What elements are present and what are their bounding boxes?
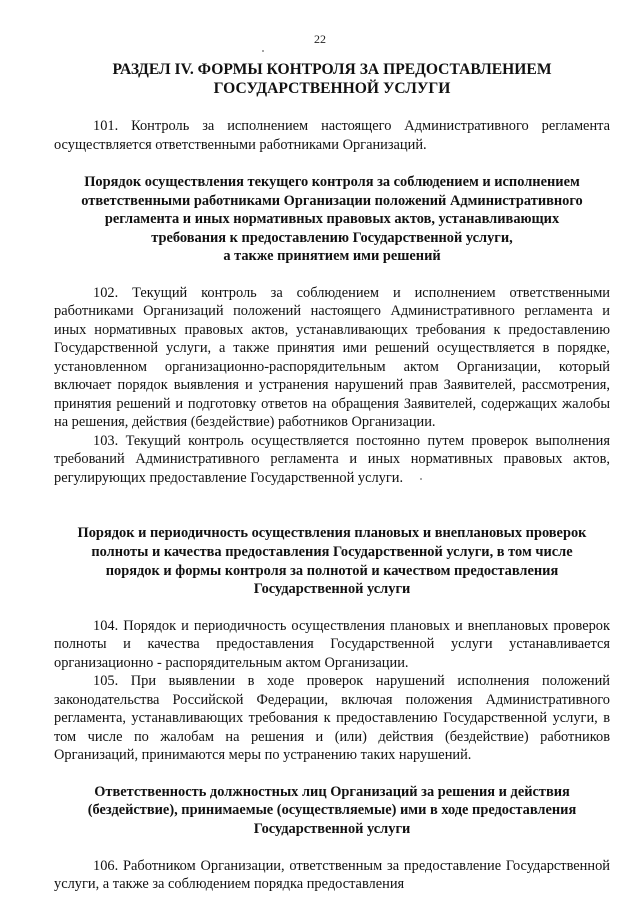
paragraph-106: 106. Работником Организации, ответственным за предоставление Государственной услуги, а также за соблюдением порядка предоставления <box>54 857 610 893</box>
paragraph-103: 103. Текущий контроль осуществляется постоянно путем проверок выполнения требований Административного регламента и иных нормативных правовых актов, регулирующих предоставление Государственной услуги. <box>54 432 610 486</box>
scan-speck <box>262 50 264 52</box>
section-title-line: ГОСУДАРСТВЕННОЙ УСЛУГИ <box>213 80 451 97</box>
subheading-line: а также принятием ими решений <box>223 248 441 265</box>
subheading-current-control <box>54 173 610 266</box>
section-title <box>54 60 610 98</box>
document-body <box>54 60 610 894</box>
subheading-line: Порядок осуществления текущего контроля за соблюдением и исполнением <box>84 174 580 190</box>
paragraph-102: 102. Текущий контроль за соблюдением и исполнением ответственными работниками Организаций положений настоящего Административного регламента и иных нормативных правовых актов, устанавливающих требования к предоставлению Государственной услуги, а также принятия ими решений осуществляется в порядке, установленном организационно-распорядительным актом Организации, который включает порядок выявления и устранения нарушений прав Заявителей, рассмотрения, принятия решений и подготовку ответов на обращения Заявителей, содержащих жалобы на решения, действия (бездействие) работников Организации. <box>54 284 610 431</box>
subheading-line: ответственными работниками Организации положений Административного <box>81 192 583 209</box>
paragraph-105: 105. При выявлении в ходе проверок нарушений исполнения положений законодательства Российской Федерации, включая положения Административного регламента, устанавливающих требования к предоставлению Государственной услуги, в том числе по жалобам на решения и (или) действия (бездействие) работников Организаций, принимаются меры по устранению таких нарушений. <box>54 673 610 764</box>
section-title-line: РАЗДЕЛ IV. ФОРМЫ КОНТРОЛЯ ЗА ПРЕДОСТАВЛЕНИЕМ <box>112 61 552 78</box>
page-number: 22 <box>314 32 326 46</box>
subheading-line: (бездействие), принимаемые (осуществляемые) ими в ходе предоставления <box>87 802 577 819</box>
subheading-line: Ответственность должностных лиц Организаций за решения и действия <box>94 783 570 800</box>
subheading-responsibility <box>54 783 610 839</box>
subheading-line: Государственной услуги <box>253 821 411 838</box>
subheading-line: порядок и формы контроля за полнотой и качеством предоставления <box>105 562 559 579</box>
paragraph-104: 104. Порядок и периодичность осуществления плановых и внеплановых проверок полноты и качества предоставления Государственной услуги устанавливается организационно - распорядительным актом Организации. <box>54 617 610 671</box>
subheading-line: требования к предоставлению Государственной услуги, <box>151 229 513 246</box>
subheading-line: Порядок и периодичность осуществления плановых и внеплановых проверок <box>77 525 587 542</box>
paragraph-101: 101. Контроль за исполнением настоящего Административного регламента осуществляется ответственными работниками Организаций. <box>54 118 610 153</box>
subheading-line: полноты и качества предоставления Государственной услуги, в том числе <box>91 544 573 561</box>
subheading-line: Государственной услуги <box>253 581 411 598</box>
subheading-inspections <box>54 524 610 598</box>
subheading-line: регламента и иных нормативных правовых актов, устанавливающих <box>104 211 560 228</box>
